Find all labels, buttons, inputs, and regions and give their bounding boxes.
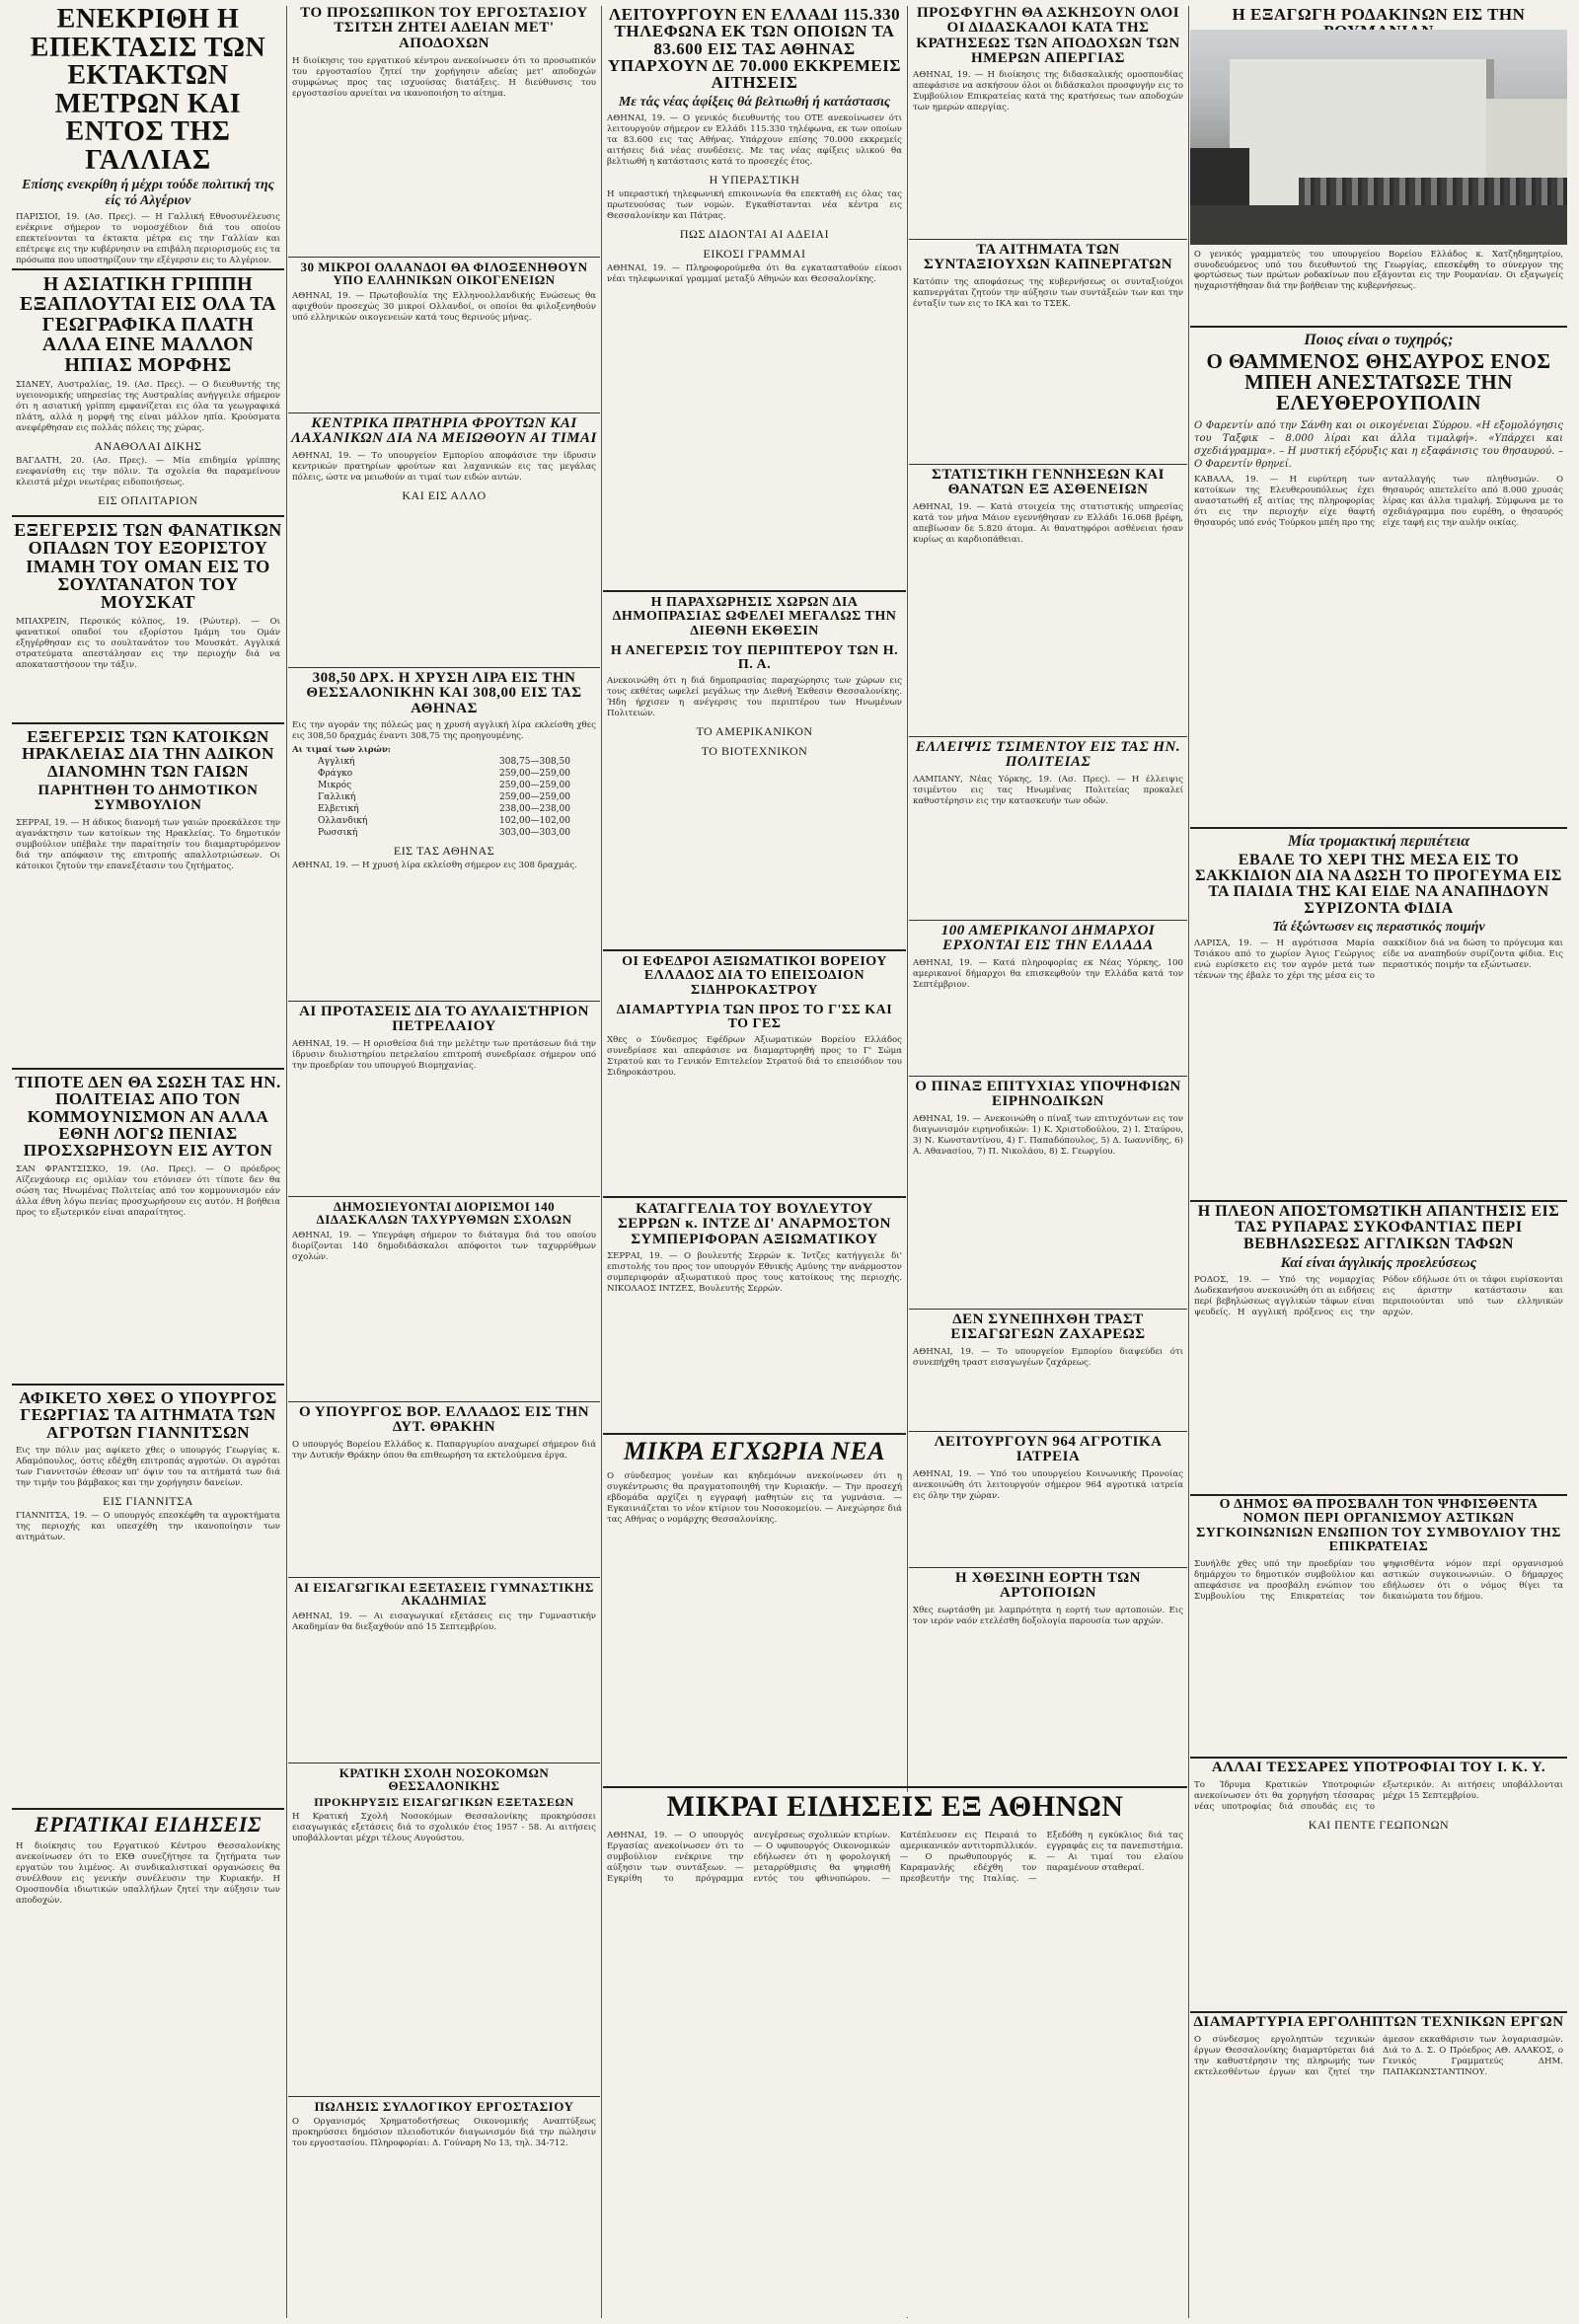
divider <box>1190 2011 1567 2013</box>
divider <box>603 1433 906 1435</box>
divider <box>288 667 600 668</box>
article-gymnastics-academy <box>288 1581 600 1759</box>
article-body: ΑΘΗΝΑΙ, 19. — Πρωτοβουλία της Ελληνοολλανδικής Ενώσεως θα αφιχθούν προσεχώς 30 μικροί Ολλανδοί, οι οποίοι θα φιλοξενηθούν υπό ελληνικών οικογενειών κατά τους θερινούς μήνας. <box>292 290 596 323</box>
price-name: Μικρός <box>318 780 352 790</box>
headline: ΤΙΠΟΤΕ ΔΕΝ ΘΑ ΣΩΣΗ ΤΑΣ ΗΝ. ΠΟΛΙΤΕΙΑΣ ΑΠΟ ΤΟΝ ΚΟΜΜΟΥΝΙΣΜΟΝ ΑΝ ΑΛΛΑ ΕΘΝΗ ΛΟΓΩ ΠΕΝΙΑΣ ΠΡΟΣΧΩΡΗΣΟΥΝ ΕΙΣ ΑΥΤΟΝ <box>15 1074 281 1161</box>
divider <box>909 239 1187 240</box>
headline: ΑΦΙΚΕΤΟ ΧΘΕΣ Ο ΥΠΟΥΡΓΟΣ ΓΕΩΡΓΙΑΣ ΤΑ ΑΙΤΗΜΑΤΑ ΤΩΝ ΑΓΡΟΤΩΝ ΓΙΑΝΝΙΤΣΩΝ <box>19 1389 277 1442</box>
article-body: ΛΑΡΙΣΑ, 19. — Η αγρότισσα Μαρία Τσιάκου από το χωρίον Άγιος Γεώργιος ενώ ευρίσκετο εις τον αγρόν μετά των τέκνων της έβαλε το χέρι της μέσα εις το σακκίδιον διά να δώση το πρόγευμα και είδε να αναπηδούν συρίζοντα φίδια. Εις περαστικός ποιμήν τα εξώντωσεν. <box>1194 938 1563 982</box>
article-american-mayors <box>909 924 1187 1072</box>
headline: ΚΡΑΤΙΚΗ ΣΧΟΛΗ ΝΟΣΟΚΟΜΩΝ ΘΕΣΣΑΛΟΝΙΚΗΣ <box>338 1766 550 1794</box>
article-scholarships <box>1190 1761 1567 2007</box>
article-communism <box>12 1074 284 1380</box>
article-body: Η Κρατική Σχολή Νοσοκόμων Θεσσαλονίκης προκηρύσσει εισαγωγικάς εξετάσεις διά το σχολικόν έτος 1957 - 58. Αι αιτήσεις υποβάλλονται μέχρι τέλους Αυγούστου. <box>292 1811 596 1843</box>
article-body: Η διοίκησις του εργατικού κέντρου ανεκοίνωσεν ότι το προσωπικόν του εργοστασίου ζητεί την χορήγησιν αδείας μετ' αποδοχών συμφώνως προς τας ισχυούσας διατάξεις. Η διεύθυνσις του εργοστασίου αρνείται να ικανοποιήση το αίτημα. <box>292 55 596 99</box>
article-oil-refinery <box>288 1005 600 1192</box>
headline: ΠΩΛΗΣΙΣ ΣΥΛΛΟΓΙΚΟΥ ΕΡΓΟΣΤΑΣΙΟΥ <box>314 2100 574 2114</box>
gold-price-table <box>288 756 600 839</box>
section-heading: ΕΙΚΟΣΙ ΓΡΑΜΜΑΙ <box>703 247 806 262</box>
kicker: Μία τρομακτική περιπέτεια <box>1287 833 1470 850</box>
section-heading: ΑΝΑΘΟΛΑΙ ΔΙΚΗΣ <box>94 438 202 453</box>
article-irakleia-land <box>12 728 284 1064</box>
headline: ΛΕΙΤΟΥΡΓΟΥΝ ΕΝ ΕΛΛΑΔΙ 115.330 ΤΗΛΕΦΩΝΑ ΕΚ ΤΩΝ ΟΠΟΙΩΝ ΤΑ 83.600 ΕΙΣ ΤΑΣ ΑΘΗΝΑΣ ΥΠΑΡΧΟΥΝ ΔΕ 70.000 ΕΚΚΡΕΜΕΙΣ ΑΙΤΗΣΕΙΣ <box>608 6 901 93</box>
article-telephones <box>603 6 906 586</box>
article-teacher-appointments <box>288 1200 600 1397</box>
article-rural-clinics <box>909 1435 1187 1563</box>
article-body: ΑΘΗΝΑΙ, 19. — Η διοίκησις της διδασκαλικής ομοσπονδίας απεφάσισε να ασκήσουν όλοι οι διδάσκαλοι προσφυγήν εις το Συμβούλιον Επικρατείας κατά της κρατήσεως των αποδοχών των ημερών απεργίας. <box>913 70 1183 113</box>
article-body: ΑΘΗΝΑΙ, 19. — Υπεγράφη σήμερον το διάταγμα διά του οποίου διορίζονται 140 δημοδιδάσκαλοι απόφοιτοι των ταχυρρύθμων σχολών. <box>292 1230 596 1262</box>
headline: ΚΑΤΑΓΓΕΛΙΑ ΤΟΥ ΒΟΥΛΕΥΤΟΥ ΣΕΡΡΩΝ κ. ΙΝΤΖΕ ΔΙ' ΑΝΑΡΜΟΣΤΟΝ ΣΥΜΠΕΡΙΦΟΡΑΝ ΑΞΙΩΜΑΤΙΚΟΥ <box>617 1202 892 1247</box>
headline: Η ΕΞΑΓΩΓΗ ΡΟΔΑΚΙΝΩΝ ΕΙΣ ΤΗΝ <box>1232 6 1526 24</box>
divider <box>909 1567 1187 1568</box>
subheadline: ΠΡΟΚΗΡΥΞΙΣ ΕΙΣΑΓΩΓΙΚΩΝ ΕΞΕΤΑΣΕΩΝ <box>314 1794 574 1809</box>
divider <box>288 1762 600 1763</box>
article-body: ΛΑΜΠΑΝΥ, Νέας Υόρκης, 19. (Ασ. Πρες). — Η έλλειψις τσιμέντου εις τας Ηνωμένας Πολιτείας προκαλεί καθυστέρησιν εις την κατασκευήν των οδών. <box>913 774 1183 806</box>
article-body: ΜΠΑΧΡΕΙΝ, Περσικός κόλπος, 19. (Ρώυτερ). — Οι φανατικοί οπαδοί του εξορίστου Ιμάμη του Ομάν εξηγέρθησαν εις το σουλτανάτον του Μουσκάτ. Αγγλικά στρατεύματα απεστάλησαν εις την περιοχήν διά να αποκαταστήσουν την τάξιν. <box>16 616 280 670</box>
headline: 308,50 ΔΡΧ. Η ΧΡΥΣΗ ΛΙΡΑ ΕΙΣ ΤΗΝ ΘΕΣΣΑΛΟΝΙΚΗΝ ΚΑΙ 308,00 ΕΙΣ ΤΑΣ ΑΘΗΝΑΣ <box>306 671 582 716</box>
article-cement-shortage <box>909 740 1187 916</box>
subheadline: Με τάς νέας άφίξεις θά βελτιωθή ή κατάστασις <box>618 94 891 110</box>
article-body: ΑΘΗΝΑΙ, 19. — Υπό του υπουργείου Κοινωνικής Προνοίας ανεκοινώθη ότι λειτουργούν σήμερον 964 αγροτικά ιατρεία εις όλην την χώραν. <box>913 1468 1183 1501</box>
price-value: 259,00—259,00 <box>499 780 570 790</box>
headline: ΕΝΕΚΡΙΘΗ Η ΕΠΕΚΤΑΣΙΣ ΤΩΝ ΕΚΤΑΚΤΩΝ ΜΕΤΡΩΝ ΚΑΙ ΕΝΤΟΣ ΤΗΣ ΓΑΛΛΙΑΣ <box>30 6 266 176</box>
divider <box>12 268 284 270</box>
column-4 <box>909 6 1187 1782</box>
article-body: ΑΘΗΝΑΙ, 19. — Το υπουργείον Εμπορίου διαψεύδει ότι συνεπήχθη τραστ εισαγωγέων ζαχάρεως. <box>913 1346 1183 1368</box>
article-body: Ο σύνδεσμος γονέων και κηδεμόνων ανεκοίνωσεν ότι η συγκέντρωσις θα πραγματοποιηθή την Κυριακήν. — Την προσεχή εβδομάδα αρχίζει η εγγραφή μαθητών εις τα γυμνάσια. — Εγκαινιάζεται το νέον κτίριον του Νοσοκομείου. — Ανεχώρησε διά τας Αθήνας ο νομάρχης Θεσσαλονίκης. <box>607 1470 902 1525</box>
section-heading: ΤΟ ΑΜΕΡΙΚΑΝΙΚΟΝ <box>696 724 813 739</box>
article-body: ΑΘΗΝΑΙ, 19. — Πληροφορούμεθα ότι θα εγκατασταθούν είκοσι νέαι τηλεφωνικαί γραμμαί μεταξύ Αθηνών και Θεσσαλονίκης. <box>607 263 902 285</box>
prices-heading: Αι τιμαί των λιρών: <box>292 744 391 755</box>
headline: ΑΙ ΕΙΣΑΓΩΓΙΚΑΙ ΕΞΕΤΑΣΕΙΣ ΓΥΜΝΑΣΤΙΚΗΣ ΑΚΑΔΗΜΙΑΣ <box>294 1581 594 1609</box>
column-divider <box>601 6 602 2318</box>
price-row <box>318 780 570 791</box>
article-body: ΑΘΗΝΑΙ, 19. — Κατά στοιχεία της στατιστικής υπηρεσίας κατά τον μήνα Μάιον εγεννήθησαν εν Ελλάδι 16.068 βρέφη, απεβίωσαν δε 5.820 άτομα. Αι θανατηφόροι ασθένειαι ήσαν κυρίως αι καρδιοπάθειαι. <box>913 501 1183 545</box>
section-heading: ΚΑΙ ΠΕΝΤΕ ΓΕΩΠΟΝΩΝ <box>1308 1818 1450 1833</box>
article-serres-mp <box>603 1202 906 1429</box>
divider <box>1190 1494 1567 1496</box>
divider <box>1190 326 1567 328</box>
divider <box>909 1309 1187 1310</box>
article-body: ΣΙΔΝΕΥ, Αυστραλίας, 19. (Ασ. Πρες). — Ο διευθυντής της υγειονομικής υπηρεσίας της Αυστραλίας ανήγγειλε σήμερον ότι η ασιατική γρίππη εμφανίζεται εις όλα τα γεωγραφικά πλάτη, αλλά η μορφή της είναι μάλλον ηπία. Κρούσματα ανεφέρθησαν εις πολλάς πόλεις της χώρας. <box>16 379 280 433</box>
photo-peach-loading <box>1190 30 1567 245</box>
headline: ΔΕΝ ΣΥΝΕΠΗΧΘΗ ΤΡΑΣΤ ΕΙΣΑΓΩΓΕΩΝ ΖΑΧΑΡΕΩΣ <box>950 1312 1146 1343</box>
article-body: ΑΘΗΝΑΙ, 19. — Ο γενικός διευθυντής του ΟΤΕ ανεκοίνωσεν ότι λειτουργούν σήμερον εν Ελλάδι 115.330 τηλέφωνα, εκ των οποίων τα 83.600 εις τας Αθήνας. Υπάρχουν επίσης 70.000 εκκρεμείς αιτήσεις διά νέας συνδέσεις. Με τας νέας αφίξεις υλικού θα βελτιωθή η κατάστασις κατά το προσεχές έτος. <box>607 113 902 168</box>
headline: Η ΧΘΕΣΙΝΗ ΕΟΡΤΗ ΤΩΝ ΑΡΤΟΠΟΙΩΝ <box>955 1571 1141 1602</box>
article-justices-results <box>909 1080 1187 1305</box>
article-reserve-officers <box>603 955 906 1192</box>
headline: 30 ΜΙΚΡΟΙ ΟΛΛΑΝΔΟΙ ΘΑ ΦΙΛΟΞΕΝΗΘΟΥΝ ΥΠΟ ΕΛΛΗΝΙΚΩΝ ΟΙΚΟΓΕΝΕΙΩΝ <box>300 261 588 288</box>
article-body: Χθες ο Σύνδεσμος Εφέδρων Αξιωματικών Βορείου Ελλάδος συνεδρίασε και απεφάσισε να διαμαρτυρηθή προς το Γ' Σώμα Στρατού και το Γενικόν Επιτελείον Στρατού διά το επεισόδιον του Σιδηροκάστρου. <box>607 1035 902 1079</box>
price-row <box>318 756 570 768</box>
headline: ΜΙΚΡΑ ΕΓΧΩΡΙΑ ΝΕΑ <box>623 1439 886 1465</box>
headline: Η ΑΣΙΑΤΙΚΗ ΓΡΙΠΠΗ ΕΞΑΠΛΟΥΤΑΙ ΕΙΣ ΟΛΑ ΤΑ ΓΕΩΓΡΑΦΙΚΑ ΠΛΑΤΗ ΑΛΛΑ ΕΙΝΕ ΜΑΛΛΟΝ ΗΠΙΑΣ ΜΟΡΦΗΣ <box>19 274 277 376</box>
section-heading: Η ΥΠΕΡΑΣΤΙΚΗ <box>709 173 800 187</box>
subheadline: Τά έξώντωσεν εις περαστικός ποιμήν <box>1272 919 1485 935</box>
divider <box>603 949 906 951</box>
divider <box>12 1384 284 1386</box>
divider <box>909 736 1187 737</box>
article-body: ΑΘΗΝΑΙ, 19. — Κατά πληροφορίας εκ Νέας Υόρκης, 100 αμερικανοί δήμαρχοι θα επισκεφθούν την Ελλάδα κατά τον Σεπτέμβριον. <box>913 957 1183 990</box>
divider <box>288 1001 600 1002</box>
headline: Ο ΘΑΜΜΕΝΟΣ ΘΗΣΑΥΡΟΣ ΕΝΟΣ ΜΠΕΗ ΑΝΕΣΤΑΤΩΣΕ ΤΗΝ ΕΛΕΥΘΕΡΟΥΠΟΛΙΝ <box>1206 348 1551 415</box>
section-heading: ΕΙΣ ΤΑΣ ΑΘΗΝΑΣ <box>393 843 495 858</box>
article-tsitsis-factory <box>288 6 600 253</box>
article-body: Η υπεραστική τηλεφωνική επικοινωνία θα επεκταθή εις όλας τας πρωτευούσας των νομών. Εγκαθίστανται νέα κέντρα εις Θεσσαλονίκην και Πάτρας. <box>607 189 902 222</box>
divider <box>288 412 600 413</box>
article-body: ΑΘΗΝΑΙ, 19. — Ο υπουργός Εργασίας ανεκοίνωσεν ότι το συμβούλιον ενέκρινε την αύξησιν των συντάξεων. — Εγκρίθη το πρόγραμμα ανεγέρσεως σχολικών κτιρίων. — Ο υφυπουργός Οικονομικών εδήλωσεν ότι η φορολογική μεταρρύθμισις θα ψηφισθή εντός του φθινοπώρου. — Κατέπλευσεν εις Πειραιά το αμερικανικόν αντιτορπιλλικόν. — Ο πρωθυπουργός κ. Καραμανλής εδέχθη τον πρεσβευτήν της Ιταλίας. — Εξεδόθη η εγκύκλιος διά τας εγγραφάς εις τα πανεπιστήμια. — Αι τιμαί του ελαίου παραμένουν σταθεραί. <box>607 1830 1183 1884</box>
price-row <box>318 803 570 815</box>
headline: ΑΙ ΠΡΟΤΑΣΕΙΣ ΔΙΑ ΤΟ ΑΥΛΑΙΣΤΗΡΙΟΝ ΠΕΤΡΕΛΑΙΟΥ <box>299 1005 589 1035</box>
headline: ΣΤΑΤΙΣΤΙΚΗ ΓΕΝΝΗΣΕΩΝ ΚΑΙ ΘΑΝΑΤΩΝ ΕΞ ΑΣΘΕΝΕΙΩΝ <box>932 468 1165 498</box>
article-birth-statistics <box>909 468 1187 732</box>
section-heading: ΚΑΙ ΕΙΣ ΑΛΛΟ <box>402 487 487 502</box>
article-body: Εις την αγοράν της πόλεώς μας η χρυσή αγγλική λίρα εκλείσθη χθες εις 308,50 δραχμάς έναντι 308,75 της προηγουμένης. <box>292 719 596 741</box>
photo-caption: Ο γενικός γραμματεύς του υπουργείου Βορείου Ελλάδος κ. Χατζηδημητρίου, συνοδευόμενος υπό του διευθυντού της Γεωργίας, επεσκέφθη το σύνεργον της φορτώσεως των πρώτων ροδακίνων που εξάγονται εις την Ρουμανίαν. Οι εξαγωγείς ηυχαριστήθησαν διά την βοήθειαν της κυβερνήσεως. <box>1194 249 1563 290</box>
article-body: Η διοίκησις του Εργατικού Κέντρου Θεσσαλονίκης ανεκοίνωσεν ότι το ΕΚΘ συνεζήτησε τα ζητήματα των εργατών του λιμένος. Αι συνδικαλιστικαί οργανώσεις θα συνέλθουν εις γενικήν συνέλευσιν την Κυριακήν. Η Ομοσπονδία ιδιωτικών υπαλλήλων ζητεί την αύξησιν των αποδοχών. <box>16 1841 280 1907</box>
price-name: Φράγκο <box>318 768 353 779</box>
price-row <box>318 791 570 803</box>
article-body: ΡΟΔΟΣ, 19. — Υπό της νομαρχίας Δωδεκανήσου ανεκοινώθη ότι αι ειδήσεις περί βεβηλώσεως αγγλικών τάφων είναι ψευδείς. Η αγγλική πρόξενος εις την Ρόδον εδήλωσε ότι οι τάφοι ευρίσκονται εις άριστην κατάστασιν και περιποιούνται υπό των ελληνικών αρχών. <box>1194 1275 1563 1318</box>
divider <box>12 1808 284 1810</box>
subheadline: ΠΑΡΗΤΗΘΗ ΤΟ ΔΗΜΟΤΙΚΟΝ ΣΥΜΒΟΥΛΙΟΝ <box>38 782 259 814</box>
price-row <box>318 827 570 839</box>
article-body: ΑΘΗΝΑΙ, 19. — Η ορισθείσα διά την μελέτην των προτάσεων διά την ίδρυσιν διυλιστηρίου πετρελαίου επιτροπή συνεδρίασε σήμερον υπό την προεδρίαν του υπουργού Βιομηχανίας. <box>292 1038 596 1071</box>
divider <box>288 1196 600 1197</box>
article-deck: Ο Φαρεντίν από την Σάνθη και οι οικογένειαι Σύρρου. «Η εξομολόγησις του Ταξφικ – 8.000 λίραι και άλλα τιμαλφή». «Υπάρχει και σχεδιάγραμμα». – Η μυστική εξόρυξις και η εξαφάνισις του θησαυρού. – Ο Φαρεντίν θρηνεί. <box>1194 419 1563 470</box>
price-value: 102,00—102,00 <box>499 815 570 826</box>
article-asian-flu <box>12 274 284 511</box>
article-body: Ο υπουργός Βορείου Ελλάδος κ. Παπαργυρίου αναχωρεί σήμερον διά την Δυτικήν Θράκην όπου θα επιθεωρήση τα εκτελούμενα έργα. <box>292 1439 596 1461</box>
price-value: 308,75—308,50 <box>499 756 570 767</box>
headline: ΠΡΟΣΦΥΓΗΝ ΘΑ ΑΣΚΗΣΟΥΝ ΟΛΟΙ ΟΙ ΔΙΔΑΣΚΑΛΟΙ ΚΑΤΑ ΤΗΣ ΚΡΑΤΗΣΕΩΣ ΤΩΝ ΑΠΟΔΟΧΩΝ ΤΩΝ ΗΜΕΡΩΝ ΑΠΕΡΓΙΑΣ <box>916 6 1180 66</box>
article-body: ΚΑΒΑΛΑ, 19. — Η ευρύτερη των κατοίκων της Ελευθερουπόλεως έχει αναστατωθή εξ αιτίας της πληροφορίας ότι εις την περιοχήν είχε θαφτή θησαυρός υπό ενός Τούρκου μπέη προ της ανταλλαγής των πληθυσμών. Ο θησαυρός απετελείτο από 8.000 χρυσάς λίρας και άλλα τιμαλφή. Σύμφωνα με το σχεδιάγραμμα που ευρέθη, ο θησαυρός είχε ταφή εις την αυλήν οικίας. <box>1194 474 1563 528</box>
headline: ΔΗΜΟΣΙΕΥΟΝΤΑΙ ΔΙΟΡΙΣΜΟΙ 140 ΔΙΔΑΣΚΑΛΩΝ ΤΑΧΥΡΥΘΜΩΝ ΣΧΟΛΩΝ <box>316 1200 572 1228</box>
headline: ΜΙΚΡΑΙ ΕΙΔΗΣΕΙΣ ΕΞ ΑΘΗΝΩΝ <box>666 1792 1124 1823</box>
article-athens-news <box>603 1792 1187 2317</box>
article-body: ΑΘΗΝΑΙ, 19. — Η χρυσή λίρα εκλείσθη σήμερον εις 308 δραχμάς. <box>292 860 577 870</box>
article-bakers-feast <box>909 1571 1187 1782</box>
article-body: Ανεκοινώθη ότι η διά δημοπρασίας παραχώρησις των χώρων εις τους εκθέτας ωφελεί μεγάλως την Διεθνή Έκθεσιν Θεσσαλονίκης. Ήδη ήρχισεν η ανέγερσις του περιπτέρου των Ηνωμένων Πολιτειών. <box>607 676 902 719</box>
section-heading: ΤΟ ΒΙΟΤΕΧΝΙΚΟΝ <box>701 744 808 759</box>
article-body: Ο Οργανισμός Χρηματοδοτήσεως Οικονομικής Αναπτύξεως προκηρύσσει δημόσιον πλειοδοτικόν διαγωνισμόν διά την πώλησιν του εργοστασίου. Πληροφορίαι: Δ. Γούναρη Νο 13, τηλ. 34-712. <box>292 2117 596 2149</box>
headline: ΑΛΛΑΙ ΤΕΣΣΑΡΕΣ ΥΠΟΤΡΟΦΙΑΙ ΤΟΥ Ι. Κ. Υ. <box>1211 1761 1546 1775</box>
headline: ΚΕΝΤΡΙΚΑ ΠΡΑΤΗΡΙΑ ΦΡΟΥΤΩΝ ΚΑΙ ΛΑΧΑΝΙΚΩΝ ΔΙΑ ΝΑ ΜΕΙΩΘΟΥΝ ΑΙ ΤΙΜΑΙ <box>291 416 597 447</box>
divider <box>603 590 906 592</box>
article-peach-export <box>1190 6 1567 322</box>
price-name: Ολλανδική <box>318 815 368 826</box>
article-trade-fair <box>603 596 906 945</box>
column-1 <box>12 6 284 2318</box>
headline: ΕΛΛΕΙΨΙΣ ΤΣΙΜΕΝΤΟΥ ΕΙΣ ΤΑΣ ΗΝ. ΠΟΛΙΤΕΙΑΣ <box>915 740 1181 771</box>
article-body: Συνήλθε χθες υπό την προεδρίαν του δημάρχου το δημοτικόν συμβούλιον και απεφάσισε να προσβάλη ενώπιον του Συμβουλίου της Επικρατείας τον ψηφισθέντα νόμον περί οργανισμού αστικών συγκοινωνιών. Ο δήμαρχος εδήλωσεν ότι ο νόμος θίγει τα δικαιώματα του δήμου. <box>1194 1559 1563 1603</box>
divider <box>603 1196 906 1198</box>
headline: ΕΞΕΓΕΡΣΙΣ ΤΩΝ ΦΑΝΑΤΙΚΩΝ ΟΠΑΔΩΝ ΤΟΥ ΕΞΟΡΙΣΤΟΥ ΙΜΑΜΗ ΤΟΥ ΟΜΑΝ ΕΙΣ ΤΟ ΣΟΥΛΤΑΝΑΤΟΝ ΤΟΥ ΜΟΥΣΚΑΤ <box>14 521 282 613</box>
headline: ΕΡΓΑΤΙΚΑΙ ΕΙΔΗΣΕΙΣ <box>35 1814 262 1837</box>
divider <box>909 1076 1187 1077</box>
divider <box>288 1577 600 1578</box>
subheadline: Επίσης ενεκρίθη ή μέχρι τούδε πολιτική της είς τό Αλγέριον <box>22 178 274 208</box>
headline: Ο ΠΙΝΑΞ ΕΠΙΤΥΧΙΑΣ ΥΠΟΨΗΦΙΩΝ ΕΙΡΗΝΟΔΙΚΩΝ <box>915 1080 1181 1110</box>
kicker: Ποιος είναι ο τυχηρός; <box>1304 332 1454 348</box>
price-value: 238,00—238,00 <box>499 803 570 814</box>
headline: Ο ΥΠΟΥΡΓΟΣ ΒΟΡ. ΕΛΛΑΔΟΣ ΕΙΣ ΤΗΝ ΔΥΤ. ΘΡΑΚΗΝ <box>298 1405 590 1436</box>
article-factory-sale <box>288 2100 600 2317</box>
price-name: Ελβετική <box>318 803 359 814</box>
headline: ΟΙ ΕΦΕΔΡΟΙ ΑΞΙΩΜΑΤΙΚΟΙ ΒΟΡΕΙΟΥ ΕΛΛΑΔΟΣ ΔΙΑ ΤΟ ΕΠΕΙΣΟΔΙΟΝ ΣΙΔΗΡΟΚΑΣΤΡΟΥ <box>622 955 887 998</box>
price-name: Αγγλική <box>318 756 355 767</box>
article-body: Το Ίδρυμα Κρατικών Υποτροφιών ανεκοίνωσεν ότι θα χορηγήση τέσσαρας νέας υποτροφίας διά σπουδάς εις το εξωτερικόν. Αι αιτήσεις υποβάλλονται μέχρι 15 Σεπτεμβρίου. <box>1194 1780 1563 1813</box>
article-agriculture-minister <box>12 1389 284 1804</box>
subheadline: ΔΙΑΜΑΡΤΥΡΙΑ ΤΩΝ ΠΡΟΣ ΤΟ Γ'ΣΣ ΚΑΙ ΤΟ ΓΕΣ <box>616 1002 893 1032</box>
price-value: 259,00—259,00 <box>499 768 570 779</box>
article-body: ΓΙΑΝΝΙΤΣΑ, 19. — Ο υπουργός επεσκέφθη τα αγροκτήματα της περιοχής και υπεσχέθη την ικανοποίησιν των αιτημάτων. <box>16 1510 280 1542</box>
divider <box>909 1431 1187 1432</box>
headline: Η ΠΑΡΑΧΩΡΗΣΙΣ ΧΩΡΩΝ ΔΙΑ ΔΗΜΟΠΡΑΣΙΑΣ ΩΦΕΛΕΙ ΜΕΓΑΛΩΣ ΤΗΝ ΔΙΕΘΝΗ ΕΚΘΕΣΙΝ <box>612 596 897 638</box>
section-heading: ΠΩΣ ΔΙΔΟΝΤΑΙ ΑΙ ΑΔΕΙΑΙ <box>679 227 830 242</box>
article-fruit-stores <box>288 416 600 663</box>
headline: ΛΕΙΤΟΥΡΓΟΥΝ 964 ΑΓΡΟΤΙΚΑ ΙΑΤΡΕΙΑ <box>934 1435 1163 1465</box>
headline: Η ΠΛΕΟΝ ΑΠΟΣΤΟΜΩΤΙΚΗ ΑΠΑΝΤΗΣΙΣ ΕΙΣ ΤΑΣ ΡΥΠΑΡΑΣ ΣΥΚΟΦΑΝΤΙΑΣ ΠΕΡΙ ΒΕΒΗΛΩΣΕΩΣ ΑΓΓΛΙΚΩΝ ΤΑΦΩΝ <box>1197 1204 1560 1252</box>
subheadline: Καί είναι άγγλικής προελεύσεως <box>1280 1254 1477 1271</box>
article-local-news <box>603 1439 906 1782</box>
article-labour-news <box>12 1814 284 2317</box>
article-contractors-protest <box>1190 2015 1567 2317</box>
divider <box>603 1786 1187 1788</box>
headline: ΕΒΑΛΕ ΤΟ ΧΕΡΙ ΤΗΣ ΜΕΣΑ ΕΙΣ ΤΟ ΣΑΚΚΙΔΙΟΝ ΔΙΑ ΝΑ ΔΩΣΗ ΤΟ ΠΡΟΓΕΥΜΑ ΕΙΣ ΤΑ ΠΑΙΔΙΑ ΤΗΣ ΚΑΙ ΕΙΔΕ ΝΑ ΑΝΑΠΗΔΟΥΝ ΣΥΡΙΖΟΝΤΑ ΦΙΔΙΑ <box>1195 851 1562 917</box>
article-body: ΑΘΗΝΑΙ, 19. — Το υπουργείον Εμπορίου αποφάσισε την ίδρυσιν κεντρικών πρατηρίων φρούτων και λαχανικών εις τας μεγάλας πόλεις, ώστε να μειωθούν αι τιμαί των ειδών αυτών. <box>292 450 596 483</box>
divider <box>1190 1757 1567 1759</box>
article-transport-law <box>1190 1498 1567 1753</box>
headline: ΤΟ ΠΡΟΣΩΠΙΚΟΝ ΤΟΥ ΕΡΓΟΣΤΑΣΙΟΥ ΤΣΙΤΣΗ ΖΗΤΕΙ ΑΔΕΙΑΝ ΜΕΤ' ΑΠΟΔΟΧΩΝ <box>300 6 588 51</box>
article-snakes <box>1190 831 1567 1196</box>
divider <box>288 2096 600 2097</box>
divider <box>288 1401 600 1402</box>
article-body: Εις την πόλιν μας αφίκετο χθες ο υπουργός Γεωργίας κ. Αδαμόπουλος, όστις εδέχθη επιτροπάς αγροτών. Οι αγρόται των Γιαννιτσών έθεσαν υπ' όψιν του τα αιτήματά των διά την τιμήν του βάμβακος και την χορήγησιν δανείων. <box>16 1445 280 1488</box>
column-divider <box>286 6 287 2318</box>
article-british-graves <box>1190 1204 1567 1490</box>
price-row <box>318 768 570 780</box>
divider <box>12 515 284 517</box>
article-body: Χθες εωρτάσθη με λαμπρότητα η εορτή των αρτοποιών. Εις τον ιερόν ναόν ετελέσθη δοξολογία παρουσία των αρχών. <box>913 1605 1183 1626</box>
article-body: ΣΕΡΡΑΙ, 19. — Η άδικος διανομή των γαιών προεκάλεσε την αγανάκτησιν των κατοίκων της Ηρακλείας. Το δημοτικόν συμβούλιον υπέβαλε την παραίτησίν του διαμαρτυρόμενον διά την απόφασιν της επιτροπής απαλλοτριώσεων. Οι κάτοικοι ζητούν την επανεξέτασιν του ζητήματος. <box>16 817 280 871</box>
divider <box>12 1068 284 1070</box>
price-name: Ρωσσική <box>318 827 358 838</box>
subheadline: Η ΑΝΕΓΕΡΣΙΣ ΤΟΥ ΠΕΡΙΠΤΕΡΟΥ ΤΩΝ Η. Π. Α. <box>610 642 899 673</box>
article-tobacco-pensioners <box>909 243 1187 460</box>
section-heading: ΕΙΣ ΓΙΑΝΝΙΤΣΑ <box>103 1493 193 1508</box>
article-body: ΣΕΡΡΑΙ, 19. — Ο βουλευτής Σερρών κ. Ίντζες κατήγγειλε δι' επιστολής του προς τον υπουργόν Εθνικής Αμύνης την ανάρμοστον συμπεριφοράν αξιωματικού προς τους κατοίκους της περιοχής. ΝΙΚΟΛΑΟΣ ΙΝΤΖΕΣ, Βουλευτής Σερρών. <box>607 1250 902 1294</box>
article-body: ΑΘΗΝΑΙ, 19. — Αι εισαγωγικαί εξετάσεις εις την Γυμναστικήν Ακαδημίαν θα διεξαχθούν από 15 Σεπτεμβρίου. <box>292 1611 596 1632</box>
price-name: Γαλλική <box>318 791 356 802</box>
divider <box>909 464 1187 465</box>
section-heading: ΕΙΣ ΟΠΛΙΤΑΡΙΟΝ <box>98 492 198 507</box>
price-row <box>318 815 570 827</box>
article-sugar-trust <box>909 1312 1187 1427</box>
article-teachers-appeal <box>909 6 1187 235</box>
article-dutch-children <box>288 261 600 409</box>
price-value: 259,00—259,00 <box>499 791 570 802</box>
headline: ΕΞΕΓΕΡΣΙΣ ΤΩΝ ΚΑΤΟΙΚΩΝ ΗΡΑΚΛΕΙΑΣ ΔΙΑ ΤΗΝ ΑΔΙΚΟΝ ΔΙΑΝΟΜΗΝ ΤΩΝ ΓΑΙΩΝ <box>22 728 274 781</box>
article-north-greece-minister <box>288 1405 600 1573</box>
article-algeria-measures <box>12 6 284 264</box>
article-body: Κατόπιν της αποφάσεως της κυβερνήσεως οι συνταξιούχοι καπνεργάται ζητούν την αύξησιν των συντάξεών των και την ένταξίν των εις το ΙΚΑ και το ΤΣΕΚ. <box>913 276 1183 309</box>
article-body: ΠΑΡΙΣΙΟΙ, 19. (Ασ. Πρες). — Η Γαλλική Εθνοσυνέλευσις ενέκρινε σήμερον το νομοσχέδιον διά του οποίου επεκτείνονται τα έκτακτα μέτρα εις την Γαλλίαν και επέτρεψε εις την κυβέρνησιν να επιβάλη περιορισμούς εις τα πρόσωπα που υποστηρίζουν την εξέγερσιν εις το Αλγέριον. <box>16 212 280 264</box>
headline: ΤΑ ΑΙΤΗΜΑΤΑ ΤΩΝ ΣΥΝΤΑΞΙΟΥΧΩΝ ΚΑΠΝΕΡΓΑΤΩΝ <box>923 243 1173 273</box>
divider <box>1190 827 1567 829</box>
divider <box>1190 1200 1567 1202</box>
column-5 <box>1190 6 1567 2318</box>
article-body: ΑΘΗΝΑΙ, 19. — Ανεκοινώθη ο πίναξ των επιτυχόντων εις τον διαγωνισμόν ειρηνοδικών: 1) Κ. Χριστοδούλου, 2) Ι. Σταύρου, 3) Ν. Κωνσταντίνου, 4) Γ. Παπαδόπουλος, 5) Δ. Ιωαννίδης, 6) Α. Αθανασίου, 7) Π. Νικολάου, 8) Σ. Γεωργίου. <box>913 1113 1183 1157</box>
article-buried-treasure <box>1190 330 1567 823</box>
article-body: Ο σύνδεσμος εργοληπτών τεχνικών έργων Θεσσαλονίκης διαμαρτύρεται διά την καθυστέρησιν της πληρωμής των εκτελεσθέντων έργων και ζητεί την άμεσον εκκαθάρισιν των λογαριασμών. Διά το Δ. Σ. Ο Πρόεδρος ΑΘ. ΑΛΑΚΟΣ, ο Γενικός Γραμματεύς ΔΗΜ. ΠΑΠΑΚΩΝΣΤΑΝΤΙΝΟΥ. <box>1194 2035 1563 2078</box>
newspaper-page <box>12 6 1567 2318</box>
article-gold-sovereign <box>288 671 600 997</box>
divider <box>288 257 600 258</box>
headline: 100 ΑΜΕΡΙΚΑΝΟΙ ΔΗΜΑΡΧΟΙ ΕΡΧΟΝΤΑΙ ΕΙΣ ΤΗΝ ΕΛΛΑΔΑ <box>940 924 1156 954</box>
column-2 <box>288 6 600 2318</box>
headline: Ο ΔΗΜΟΣ ΘΑ ΠΡΟΣΒΑΛΗ ΤΟΝ ΨΗΦΙΣΘΕΝΤΑ ΝΟΜΟΝ ΠΕΡΙ ΟΡΓΑΝΙΣΜΟΥ ΑΣΤΙΚΩΝ ΣΥΓΚΟΙΝΩΝΙΩΝ ΕΝΩΠΙΟΝ ΤΟΥ ΣΥΜΒΟΥΛΙΟΥ ΤΗΣ ΕΠΙΚΡΑΤΕΙΑΣ <box>1196 1498 1561 1554</box>
article-nursing-school <box>288 1766 600 2092</box>
article-body: ΒΑΓΔΑΤΗ, 20. (Ασ. Πρες). — Μία επιδημία γρίππης ενεφανίσθη εις την πόλιν. Τα σχολεία θα παραμείνουν κλειστά μέχρι νεωτέρας ειδοποιήσεως. <box>16 455 280 487</box>
headline: ΔΙΑΜΑΡΤΥΡΙΑ ΕΡΓΟΛΗΠΤΩΝ ΤΕΧΝΙΚΩΝ ΕΡΓΩΝ <box>1193 2015 1564 2030</box>
divider <box>909 920 1187 921</box>
divider <box>12 722 284 724</box>
price-value: 303,00—303,00 <box>499 827 570 838</box>
column-divider <box>1188 6 1189 2318</box>
article-body: ΣΑΝ ΦΡΑΝΤΣΙΣΚΟ, 19. (Ασ. Πρες). — Ο πρόεδρος Αϊζενχάουερ εις ομιλίαν του ετόνισεν ότι τίποτε δεν θα σώση τας Ηνωμένας Πολιτείας από τον κομμουνισμόν εάν άλλα έθνη λόγω πενίας προσχωρήσουν εις αυτόν. Η βοήθεια προς το εξωτερικόν είναι απαραίτητος. <box>16 1163 280 1218</box>
article-oman-revolt <box>12 521 284 718</box>
